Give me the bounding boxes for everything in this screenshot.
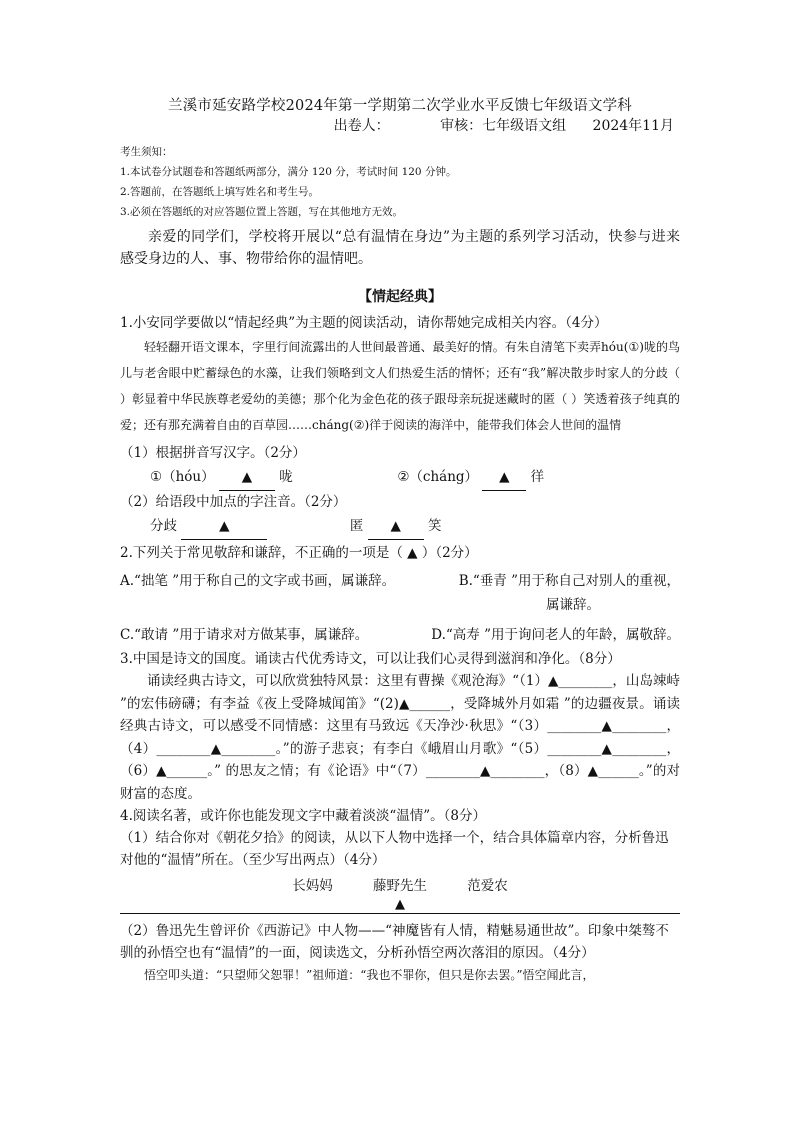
sub2-item2-suffix: 笑 xyxy=(427,518,442,534)
option-a[interactable]: A.“拙笔 ”用于称自己的文字或书画，属谦辞。 xyxy=(120,573,396,589)
sub2-item1-blank[interactable]: ▲ xyxy=(181,513,267,540)
question-1-sub1-stem: （1）根据拼音写汉字。（2分） xyxy=(120,445,306,461)
exam-page xyxy=(120,96,680,986)
person-option[interactable]: 范爱农 xyxy=(467,878,508,894)
question-1-passage: 轻轻翻开语文课本，字里行间流露出的人世间最普通、最美好的情。有朱自清笔下卖弄hóu(①)咙的鸟儿与老舍眼中贮蓄绿色的水藻，让我们领略到文人们热爱生活的情怀；还有“我”解决散步时家人的分歧（ ）彰显着中华民族尊老爱幼的美德；那个化为金色花的孩子跟母亲玩捉迷藏时的匿（ ）笑透着孩子纯真的爱；还有那充满着自由的百草园……cháng(②)徉于阅读的海洋中，能带我们体会人世间的温情 xyxy=(120,340,680,432)
sub1-item2-blank[interactable]: ▲ xyxy=(482,464,526,491)
sub1-item1-suffix: 咙 xyxy=(279,469,293,485)
exam-date: 2024年11月 xyxy=(592,118,674,134)
option-b[interactable]: B.“垂青 ”用于称自己对别人的重视， xyxy=(458,573,680,589)
option-c[interactable]: C.“敢请 ”用于请求对方做某事，属谦辞。 xyxy=(120,627,369,643)
question-4-sub2: （2）鲁迅先生曾评价《西游记》中人物——“神魔皆有人情，精魅易通世故”。印象中桀骜不驯的孙悟空也有“温情”的一面，阅读选文，分析孙悟空两次落泪的原因。（4分） xyxy=(120,923,669,961)
person-option[interactable]: 长妈妈 xyxy=(292,878,333,894)
person-option[interactable]: 藤野先生 xyxy=(373,878,427,894)
notice-item: 1.本试卷分试题卷和答题纸两部分，满分 120 分，考试时间 120 分钟。 xyxy=(120,166,457,178)
question-4-answer-line[interactable]: ▲ xyxy=(120,897,680,914)
sub1-item2-prefix: ②（cháng） xyxy=(397,469,479,485)
author-label: 出卷人： xyxy=(333,118,390,134)
question-1-sub2-items xyxy=(150,513,680,540)
sub1-item1-blank[interactable]: ▲ xyxy=(219,464,275,491)
question-1-sub1-items xyxy=(150,464,680,491)
notice-item: 2.答题前，在答题纸上填写姓名和考生号。 xyxy=(120,186,320,198)
notice-item: 3.必须在答题纸的对应答题位置上答题，写在其他地方无效。 xyxy=(120,206,404,218)
sub2-item1-prefix: 分歧 xyxy=(150,518,177,534)
exam-byline xyxy=(120,116,680,136)
sub1-item1-prefix: ①（hóu） xyxy=(150,469,215,485)
option-d[interactable]: D.“高寿 ”用于询问老人的年龄，属敬辞。 xyxy=(431,627,680,643)
notice-heading: 考生须知： xyxy=(120,146,173,158)
question-2-stem: 2.下列关于常见敬辞和谦辞，不正确的一项是（ ▲ ）（2分） xyxy=(120,545,478,561)
question-1-sub2-stem: （2）给语段中加点的字注音。（2分） xyxy=(120,494,347,510)
question-3-stem: 3.中国是诗文的国度。诵读古代优秀诗文，可以让我们心灵得到滋润和净化。（8分） xyxy=(120,651,621,667)
question-4-person-list xyxy=(120,875,680,897)
question-2-options-ab xyxy=(120,568,680,594)
section-title: 【情起经典】 xyxy=(358,289,442,305)
exam-title: 兰溪市延安路学校2024年第一学期第二次学业水平反馈七年级语文学科 xyxy=(168,98,632,114)
sub1-item2-suffix: 徉 xyxy=(530,469,545,485)
reviewer-label: 审核：七年级语文组 xyxy=(440,118,567,134)
question-1-stem: 1.小安同学要做以“情起经典”为主题的阅读活动，请你帮她完成相关内容。（4分） xyxy=(120,315,608,331)
option-b-continued: 属谦辞。 xyxy=(546,597,600,613)
question-4-sub1: （1）结合你对《朝花夕拾》的阅读，从以下人物中选择一个，结合具体篇章内容，分析鲁迅对他的“温情”所在。（至少写出两点）（4分） xyxy=(120,830,669,868)
question-2-options-cd xyxy=(120,622,680,648)
question-3-body: 诵读经典古诗文，可以欣赏独特风景：这里有曹操《观沧海》“（1）▲________，山岛竦峙 ”的宏伟磅礴；有李益《夜上受降城闻笛》“(2)▲______，受降城外月如霜 ”的边疆夜景。诵读经典古诗文，可以感受不同情感：这里有马致远《天净沙·秋思》“（3）________▲________，（4）________▲________。”的游子悲哀；有李白《峨眉山月歌》“（5）________▲________，（6）▲______。” 的思友之情；有《论语》中“（7）________▲________，（8）▲______。”的对财富的态度。 xyxy=(120,673,680,802)
question-4-stem: 4.阅读名著，或许你也能发现文字中藏着淡淡“温情”。（8分） xyxy=(120,808,487,824)
sub2-item2-prefix: 匿 xyxy=(349,518,364,534)
sub2-item2-blank[interactable]: ▲ xyxy=(368,513,424,540)
intro-paragraph: 亲爱的同学们，学校将开展以“总有温情在身边”为主题的系列学习活动，快参与进来感受身边的人、事、物带给你的温情吧。 xyxy=(120,229,680,267)
question-4-excerpt: 悟空叩头道：“只望师父恕罪！”祖师道：“我也不罪你，但只是你去罢。”悟空闻此言， xyxy=(144,968,595,982)
